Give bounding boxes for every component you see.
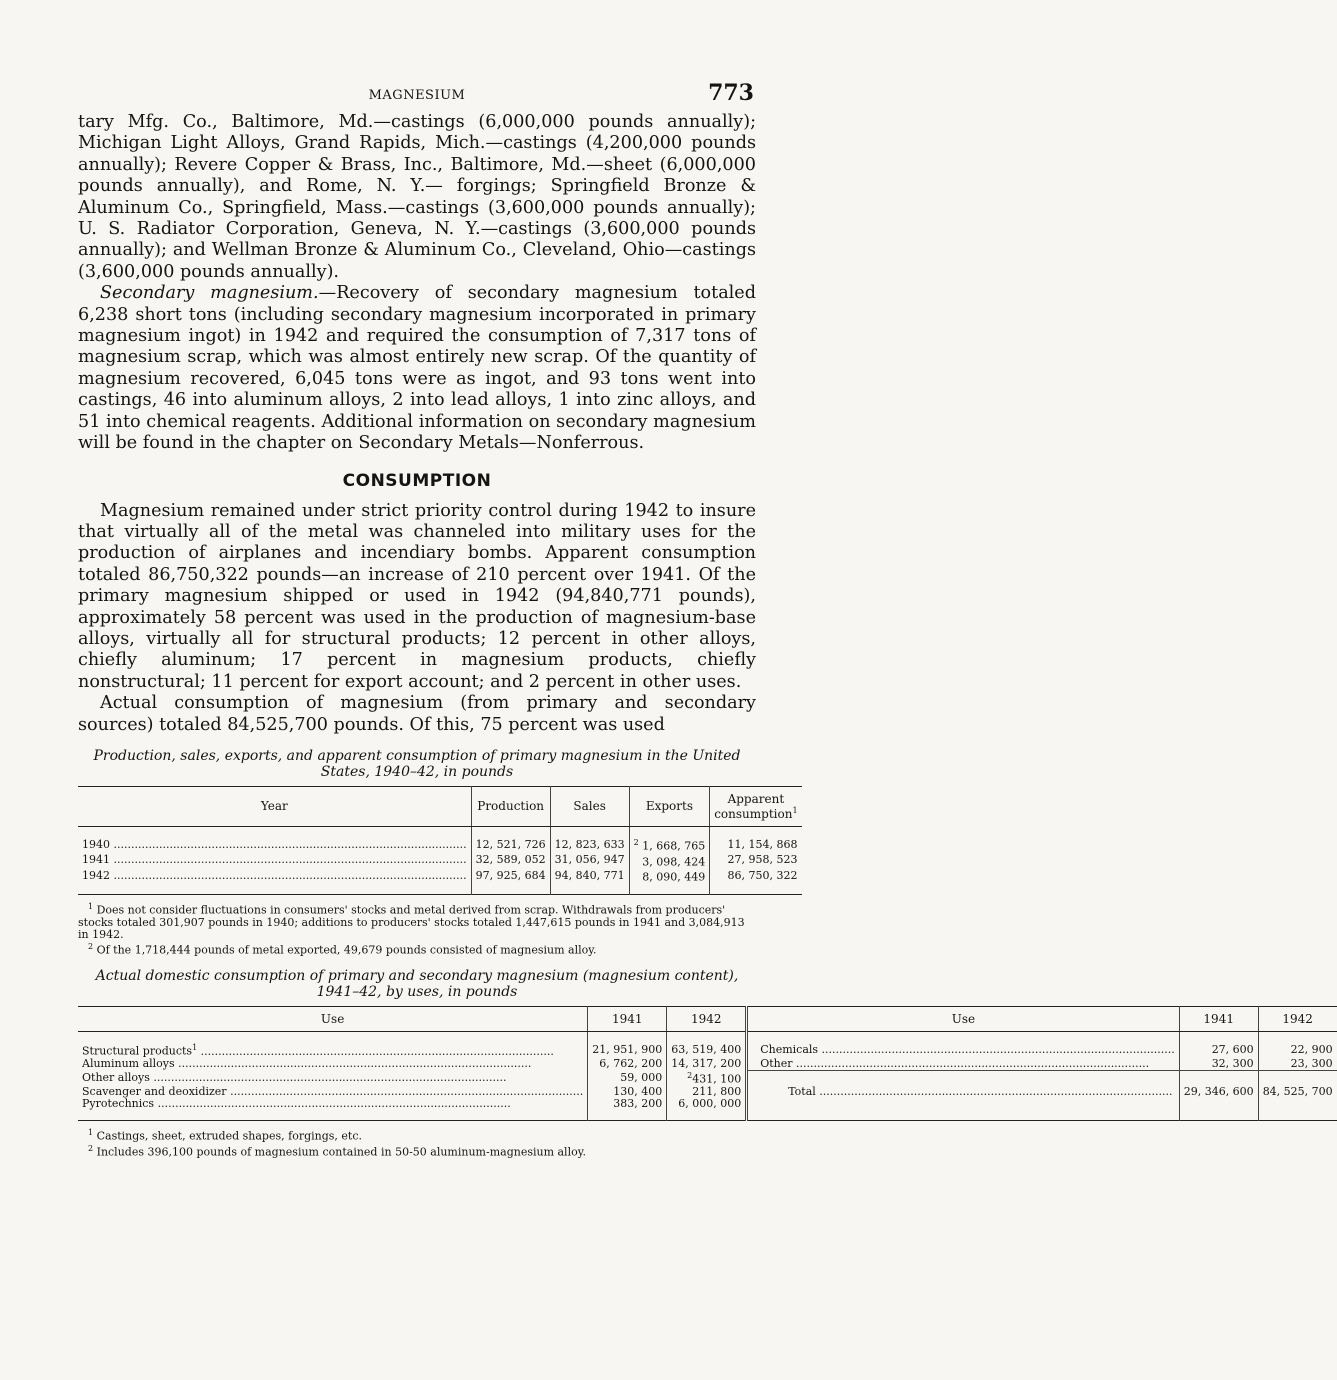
cell-1941: 21, 951, 900 bbox=[588, 1042, 667, 1058]
total-1942: 84, 525, 700 bbox=[1258, 1086, 1336, 1098]
footnote-mark: 2 bbox=[88, 1143, 94, 1153]
table1-header-row bbox=[78, 786, 802, 826]
table-row bbox=[78, 1058, 1337, 1071]
table2-col-use-right: Use bbox=[747, 1007, 1180, 1032]
table1-col-exports: Exports bbox=[629, 786, 710, 826]
table-row bbox=[78, 868, 802, 884]
cell-exports bbox=[629, 853, 710, 869]
table2-footnotes bbox=[78, 1127, 756, 1158]
cell-exports-value: 1, 668, 765 bbox=[642, 839, 706, 853]
footnote-ref: 2 bbox=[633, 837, 639, 847]
page-number: 773 bbox=[708, 80, 754, 106]
paragraph-secondary-magnesium bbox=[78, 283, 756, 454]
row-year: 1941 bbox=[82, 853, 110, 867]
use-label: Other ..... bbox=[747, 1058, 1180, 1071]
table-row bbox=[78, 1042, 1337, 1058]
footnote bbox=[78, 1143, 756, 1159]
document-page bbox=[78, 78, 1333, 1159]
paragraph-consumption: Magnesium remained under strict priority control during 1942 to insure that virtually all of the metal was channeled into military uses for the production of airplanes and incendiary bombs. Apparent consumption totaled 86,750,322 pounds—an increase of 210 percent over 1941. Of the primary magnesium shipped or used in 1942 (94,840,771 pounds), approximately 58 percent was used in the production of magnesium-base alloys, virtually all for structural products; 12 percent in other alloys, chiefly aluminum; 17 percent in magnesium products, chiefly nonstructural; 11 percent for export account; and 2 percent in other uses. bbox=[78, 500, 756, 692]
section-heading-consumption: CONSUMPTION bbox=[342, 470, 492, 491]
cell-1941: 130, 400 bbox=[588, 1086, 667, 1098]
table1-col-production: Production bbox=[471, 786, 550, 826]
cell-1942: 63, 519, 400 bbox=[667, 1042, 747, 1058]
use-label: Chemicals ..... bbox=[747, 1042, 1180, 1058]
use-label: Scavenger and deoxidizer ..... bbox=[78, 1086, 588, 1098]
footnote bbox=[78, 1127, 756, 1143]
cell-1941: 27, 600 bbox=[1179, 1042, 1258, 1058]
cell-production: 97, 925, 684 bbox=[471, 868, 550, 884]
cell-exports-value: 3, 098, 424 bbox=[642, 855, 706, 869]
footnote-text: Of the 1,718,444 pounds of metal exported, 49,679 pounds consisted of magnesium alloy. bbox=[96, 943, 597, 957]
footnote-mark: 2 bbox=[88, 941, 94, 951]
table1-col-apparent-label: Apparent consumption bbox=[714, 791, 793, 821]
row-label bbox=[78, 853, 471, 869]
footnote-text: Does not consider fluctuations in consumers' stocks and metal derived from scrap. Withdrawals from producers' stocks totaled 301,907 pounds in 1940; additions to producers' stocks totaled 1,447,615 pounds in 1941 and 3,084,913 in 1942. bbox=[78, 903, 745, 941]
table1-col-year: Year bbox=[78, 786, 471, 826]
footnote-ref: 1 bbox=[192, 1043, 198, 1053]
table1-caption: Production, sales, exports, and apparent consumption of primary magnesium in the United States, 1940–42, in pounds bbox=[93, 747, 741, 780]
table-row bbox=[78, 1098, 1337, 1110]
paragraph-actual-consumption: Actual consumption of magnesium (from primary and secondary sources) totaled 84,525,700 pounds. Of this, 75 percent was used bbox=[78, 693, 756, 735]
footnote-text: Includes 396,100 pounds of magnesium contained in 50-50 aluminum-magnesium alloy. bbox=[96, 1145, 586, 1159]
cell-exports bbox=[629, 868, 710, 884]
cell-sales: 31, 056, 947 bbox=[550, 853, 629, 869]
row-label bbox=[78, 837, 471, 853]
paragraph-secondary-text: —Recovery of secondary magnesium totaled 6,238 short tons (including secondary magnesium incorporated in primary magnesium ingot) in 1942 and required the consumption of 7,317 tons of magnesium scrap, which was almost entirely new scrap. Of the quantity of magnesium recovered, 6,045 tons were as ingot, and 93 tons went into castings, 46 into aluminum alloys, 2 into lead alloys, 1 into zinc alloys, and 51 into chemical reagents. Additional information on secondary magnesium will be found in the chapter on Secondary Metals—Nonferrous. bbox=[78, 283, 756, 454]
cell-1941: 59, 000 bbox=[588, 1070, 667, 1086]
table2-col-1941-right: 1941 bbox=[1179, 1007, 1258, 1032]
total-1941: 29, 346, 600 bbox=[1179, 1086, 1258, 1098]
use-label: Other alloys ..... bbox=[78, 1070, 588, 1086]
cell-exports bbox=[629, 837, 710, 853]
cell-sales: 94, 840, 771 bbox=[550, 868, 629, 884]
footnote bbox=[78, 941, 756, 957]
table1-col-sales: Sales bbox=[550, 786, 629, 826]
table1-col-apparent bbox=[710, 786, 802, 826]
table-consumption-by-use bbox=[78, 1006, 1337, 1121]
paragraph-producers-continued: tary Mfg. Co., Baltimore, Md.—castings (6,000,000 pounds annually); Michigan Light Alloys, Grand Rapids, Mich.—castings (4,200,000 pounds annually); Revere Copper & Brass, Inc., Baltimore, Md.—sheet (6,000,000 pounds annually), and Rome, N. Y.— forgings; Springfield Bronze & Aluminum Co., Springfield, Mass.—castings (3,600,000 pounds annually); U. S. Radiator Corporation, Geneva, N. Y.—castings (3,600,000 pounds annually); and Wellman Bronze & Aluminum Co., Cleveland, Ohio—castings (3,600,000 pounds annually). bbox=[78, 112, 756, 282]
table2-col-1941: 1941 bbox=[588, 1007, 667, 1032]
cell-exports-value: 8, 090, 449 bbox=[642, 870, 706, 884]
table-row bbox=[78, 1070, 1337, 1086]
total-label: Total ..... bbox=[747, 1086, 1180, 1098]
footnote-ref: 1 bbox=[792, 805, 798, 815]
cell-1942: 22, 900 bbox=[1258, 1042, 1336, 1058]
footnote-ref: 2 bbox=[687, 1071, 693, 1081]
cell-apparent: 86, 750, 322 bbox=[710, 868, 802, 884]
cell-1941: 32, 300 bbox=[1179, 1058, 1258, 1071]
table2-caption: Actual domestic consumption of primary and secondary magnesium (magnesium content), 1941–42, by uses, in pounds bbox=[95, 968, 739, 1001]
page-header bbox=[78, 78, 756, 112]
table-production-sales bbox=[78, 786, 802, 895]
cell-1942: 211, 800 bbox=[667, 1086, 747, 1098]
cell-1942: 6, 000, 000 bbox=[667, 1098, 747, 1110]
cell-production: 12, 521, 726 bbox=[471, 837, 550, 853]
cell-1941: 383, 200 bbox=[588, 1098, 667, 1110]
table2-col-1942-right: 1942 bbox=[1258, 1007, 1336, 1032]
row-label bbox=[78, 868, 471, 884]
table-row bbox=[78, 853, 802, 869]
footnote-text: Castings, sheet, extruded shapes, forgings, etc. bbox=[96, 1129, 362, 1143]
footnote bbox=[78, 901, 756, 941]
table1-footnotes bbox=[78, 901, 756, 956]
paragraph-lead-secondary: Secondary magnesium. bbox=[100, 283, 319, 304]
table-row bbox=[78, 837, 802, 853]
running-title: MAGNESIUM bbox=[368, 88, 466, 103]
use-label: Structural products$^1$ ..... bbox=[78, 1042, 588, 1058]
use-label: Pyrotechnics ..... bbox=[78, 1098, 588, 1110]
cell-1942: $^2$431, 100 bbox=[667, 1070, 747, 1086]
cell-apparent: 27, 958, 523 bbox=[710, 853, 802, 869]
table2-col-1942: 1942 bbox=[667, 1007, 747, 1032]
footnote-mark: 1 bbox=[88, 901, 94, 911]
table2-header-row bbox=[78, 1007, 1337, 1032]
cell-sales: 12, 823, 633 bbox=[550, 837, 629, 853]
cell-1942: 23, 300 bbox=[1258, 1058, 1336, 1071]
use-label: Aluminum alloys ..... bbox=[78, 1058, 588, 1071]
cell-1942: 14, 317, 200 bbox=[667, 1058, 747, 1071]
cell-apparent: 11, 154, 868 bbox=[710, 837, 802, 853]
footnote-mark: 1 bbox=[88, 1128, 94, 1138]
cell-production: 32, 589, 052 bbox=[471, 853, 550, 869]
cell-1941: 6, 762, 200 bbox=[588, 1058, 667, 1071]
table2-col-use: Use bbox=[78, 1007, 588, 1032]
row-year: 1942 bbox=[82, 869, 110, 883]
row-year: 1940 bbox=[82, 837, 110, 851]
